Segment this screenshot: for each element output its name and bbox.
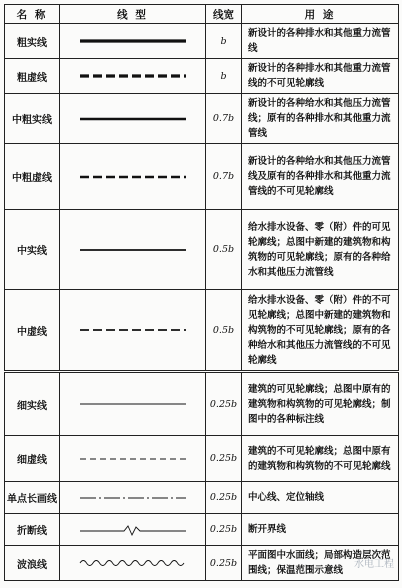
line-sample-graphic [78,69,188,83]
line-width-value: b [220,35,227,47]
header-type: 线 型 [60,5,206,24]
line-sample [60,514,206,546]
line-width [206,24,242,59]
line-name: 中粗实线 [5,94,60,144]
line-sample-graphic [78,323,188,337]
table-row [5,290,399,372]
table-row [5,59,399,94]
table-row [5,546,399,581]
line-width [206,482,242,514]
line-stroke [80,526,186,535]
line-width-value: b [220,70,227,82]
line-use: 新设计的各种给水和其他压力流管线；原有的各种排水和其他重力流管线 [242,94,399,144]
line-sample [60,59,206,94]
line-sample-graphic [78,452,188,466]
line-sample [60,372,206,436]
line-name: 中虚线 [5,290,60,372]
table-row [5,144,399,210]
line-use: 新设计的各种排水和其他重力流管线 [242,24,399,59]
line-sample-graphic [78,243,188,257]
line-use: 建筑的不可见轮廓线；总图中原有的建筑物和构筑物的不可见轮廓线 [242,436,399,482]
line-sample [60,290,206,372]
line-use: 新设计的各种排水和其他重力流管线的不可见轮廓线 [242,59,399,94]
line-width-value: 0.5b [212,324,235,336]
table-row [5,210,399,290]
line-name: 中实线 [5,210,60,290]
line-name: 粗虚线 [5,59,60,94]
line-width [206,546,242,581]
line-use: 新设计的各种给水和其他压力流管线及原有的各种排水和其他重力流管线的不可见轮廓线 [242,144,399,210]
line-name: 中粗虚线 [5,144,60,210]
line-sample-graphic [78,397,188,411]
line-use: 给水排水设备、零（附）件的可见轮廓线；总图中新建的建筑物和构筑物的可见轮廓线；原有的各种给水和其他压力流管线 [242,210,399,290]
line-width-value: 0.25b [209,398,238,410]
line-name: 粗实线 [5,24,60,59]
line-sample-graphic [78,170,188,184]
line-sample-graphic [78,491,188,505]
line-sample [60,210,206,290]
line-width [206,290,242,372]
header-use: 用 途 [242,5,399,24]
table-row [5,436,399,482]
line-width-value: 0.25b [209,557,238,569]
header-width: 线宽 [206,5,242,24]
line-sample [60,436,206,482]
line-sample [60,24,206,59]
line-name: 单点长画线 [5,482,60,514]
line-sample [60,546,206,581]
line-width-value: 0.25b [209,524,238,535]
line-width [206,94,242,144]
line-use: 平面图中水面线；局部构造层次范围线；保温范围示意线 [242,546,399,581]
line-width [206,59,242,94]
line-name: 波浪线 [5,546,60,581]
line-use: 断开界线 [242,514,399,546]
line-sample [60,482,206,514]
table-row [5,514,399,546]
line-sample-graphic [78,556,188,570]
line-name: 折断线 [5,514,60,546]
line-type-table [4,4,399,581]
table-row [5,482,399,514]
line-width [206,372,242,436]
line-sample [60,94,206,144]
line-width [206,210,242,290]
table-row [5,372,399,436]
line-width-value: 0.25b [209,492,238,503]
watermark: 水电工程 [354,559,394,570]
header-row [5,5,399,24]
line-sample-graphic [78,34,188,48]
line-use: 建筑的可见轮廓线；总图中原有的建筑物和构筑物的可见轮廓线；制图中的各种标注线 [242,372,399,436]
line-width-value: 0.25b [209,453,238,464]
line-width-value: 0.5b [212,244,235,255]
table-row [5,94,399,144]
line-name: 细实线 [5,372,60,436]
header-name: 名 称 [5,5,60,24]
line-sample-graphic [78,523,188,537]
line-width [206,144,242,210]
line-stroke [80,561,184,566]
line-use: 中心线、定位轴线 [242,482,399,514]
line-width [206,514,242,546]
line-use: 给水排水设备、零（附）件的不可见轮廓线；总图中新建的建筑物和构筑物的不可见轮廓线；原有的各种给水和其他压力流管线的不可见轮廓线 [242,290,399,372]
line-sample [60,144,206,210]
line-width [206,436,242,482]
line-sample-graphic [78,112,188,126]
line-name: 细虚线 [5,436,60,482]
line-width-value: 0.7b [212,113,235,124]
line-width-value: 0.7b [212,171,235,182]
table-row [5,24,399,59]
